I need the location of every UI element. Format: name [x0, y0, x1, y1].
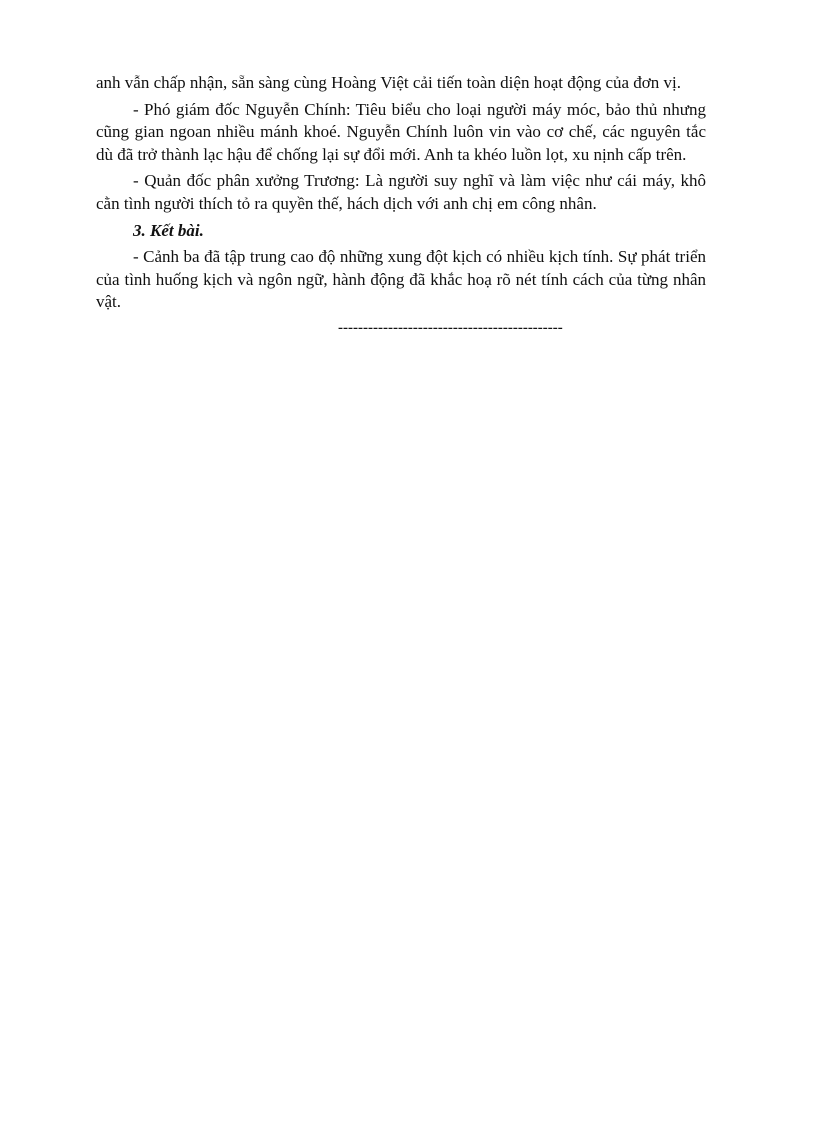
paragraph-continuation: anh vẫn chấp nhận, sẵn sàng cùng Hoàng Việt cải tiến toàn diện hoạt động của đơn vị. — [96, 73, 682, 92]
paragraph-nguyen-chinh: - Phó giám đốc Nguyễn Chính: Tiêu biểu cho loại người máy móc, bảo thủ nhưng cũng gian ngoan nhiều mánh khoé. Nguyễn Chính luôn vin vào cơ chế, các nguyên tắc dù đã trở thành lạc hậu để chống lại sự đổi mới. Anh ta khéo luồn lọt, xu nịnh cấp trên. — [96, 99, 706, 164]
paragraph-truong: - Quản đốc phân xưởng Trương: Là người suy nghĩ và làm việc như cái máy, khô cằn tình người thích tỏ ra quyền thế, hách dịch với anh chị em công nhân. — [96, 171, 706, 213]
paragraph-conclusion: - Cảnh ba đã tập trung cao độ những xung đột kịch có nhiều kịch tính. Sự phát triển của tình huống kịch và ngôn ngữ, hành động đã khắc hoạ rõ nét tính cách của từng nhân vật. — [96, 247, 706, 312]
document-page — [96, 72, 706, 338]
section-heading: 3. Kết bài. — [133, 220, 204, 240]
separator-line: --------------------------------------------- — [338, 319, 563, 336]
